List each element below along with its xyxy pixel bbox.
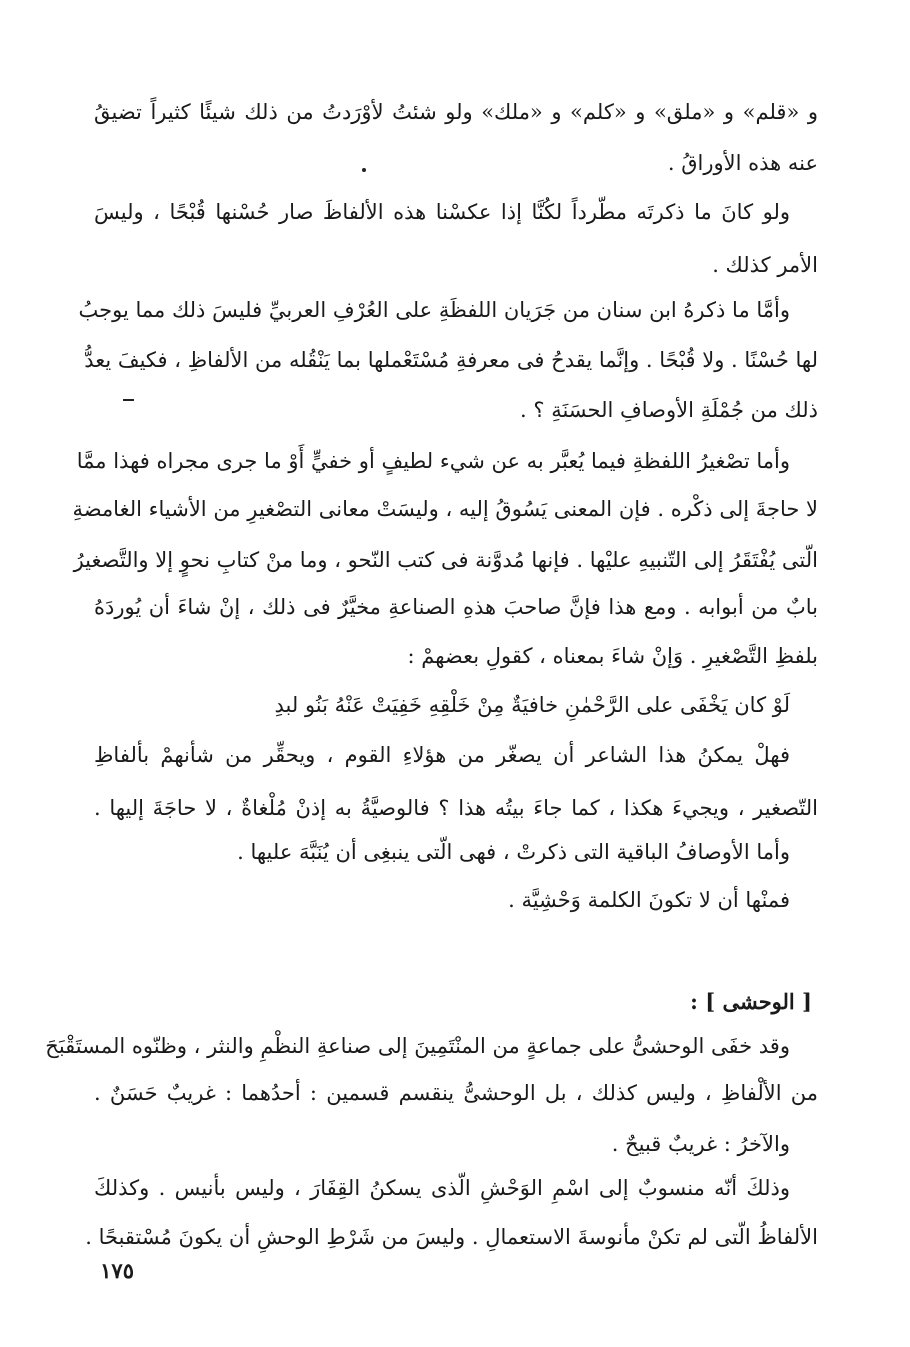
paragraph-start: والآخرُ : غريبٌ قبيحٌ . bbox=[611, 1132, 790, 1156]
paragraph-start: وأمَّا ما ذكرهُ ابن سنان من جَرَيان اللفظَةِ على العُرْفِ العربيِّ فليسَ ذلك مما يوجبُ bbox=[78, 298, 790, 322]
paragraph-start: وقد خفَى الوحشىُّ على جماعةٍ من المنْتَمِينَ إلى صناعةِ النظْمِ والنثر ، وظنّوه المستَقْبَحَ bbox=[45, 1034, 790, 1058]
print-speck bbox=[362, 168, 366, 172]
text-line: عنه هذه الأوراقُ . bbox=[667, 151, 818, 175]
text-line: بابٌ من أبوابه . ومع هذا فإنَّ صاحبَ هذهِ الصناعةِ مخيَّرٌ فى ذلك ، إنْ شاءَ أن يُوردَهُ bbox=[94, 595, 818, 619]
text-line: الّتى يُفْتَقَرُ إلى التّنبيهِ عليْها . فإنها مُدوَّنة فى كتب النّحو ، وما منْ كتابِ نحوٍ إلا والتَّصغيرُ bbox=[73, 548, 818, 572]
text-line: من الألْفاظِ ، وليس كذلك ، بل الوحشىُّ ينقسم قسمين : أحدُهما : غريبٌ حَسَنٌ . bbox=[94, 1081, 818, 1105]
text-line: لها حُسْنًا . ولا قُبْحًا . وإنَّما يقدحُ فى معرفةِ مُسْتَعْملها بما يَنْقُله من الألفاظِ ، فكيفَ يعدُّ bbox=[84, 348, 818, 372]
text-line: لا حاجةَ إلى ذكْره . فإن المعنى يَسُوقُ إليه ، وليسَتْ معانى التصْغيرِ من الأشياء الغامضةِ bbox=[72, 497, 818, 521]
poetry-verse: لَوْ كان يَخْفَى على الرَّحْمٰنِ خافيَةٌ مِنْ خَلْقِهِ خَفِيَتْ عَنْهُ بَنُو لبدِ bbox=[274, 693, 790, 717]
paragraph-start: فهلْ يمكنُ هذا الشاعر أن يصغّر من هؤلاءِ القوم ، ويحقِّر من شأنهمْ بألفاظِ bbox=[94, 743, 790, 767]
paragraph-start: وأما الأوصافُ الباقية التى ذكرتْ ، فهى الّتى ينبغِى أن يُنَبَّهَ عليها . bbox=[237, 840, 790, 864]
text-line: الألفاظُ الّتى لم تكنْ مأنوسةَ الاستعمالِ . وليسَ من شَرْطِ الوحشِ أن يكونَ مُسْتقبحًا . bbox=[85, 1225, 818, 1249]
paragraph-start: فمنْها أن لا تكونَ الكلمة وَحْشِيَّة . bbox=[508, 888, 790, 912]
page-number: ١٧٥ bbox=[100, 1258, 134, 1283]
text-line: و «قلم» و «ملق» و «كلم» و «ملك» ولو شئتُ لأوْرَدتُ من ذلك شيئًا كثيراً تضيقُ bbox=[94, 100, 818, 124]
text-line: الأمر كذلك . bbox=[712, 253, 818, 277]
section-heading: [ الوحشى ] : bbox=[690, 989, 812, 1014]
paragraph-start: وذلكَ أنّه منسوبٌ إلى اسْمِ الوَحْشِ الّذى يسكنُ القِفَارَ ، وليس بأنيس . وكذلكَ bbox=[94, 1176, 790, 1200]
paragraph-start: وأما تصْغيرُ اللفظةِ فيما يُعبَّر به عن شيء لطيفٍ أو خفيٍّ أَوْ ما جرى مجراه فهذا ممَّا bbox=[76, 449, 790, 473]
text-line: ذلك من جُمْلَةِ الأوصافِ الحسَنَةِ ؟ . bbox=[520, 398, 818, 422]
print-dash bbox=[123, 399, 134, 401]
paragraph-start: ولو كانَ ما ذكرتَه مطّرداً لكُنَّا إذا عكسْنا هذه الألفاظَ صار حُسْنها قُبْحًا ، وليسَ bbox=[94, 200, 790, 224]
text-line: التّصغير ، ويجيءَ هكذا ، كما جاءَ بيتُه هذا ؟ فالوصيَّةُ به إذنْ مُلْغاةٌ ، لا حاجَةَ إليها . bbox=[94, 796, 818, 820]
text-line: بلفظِ التَّصْغيرِ . وَإنْ شاءَ بمعناه ، كقولِ بعضهمْ : bbox=[407, 644, 818, 668]
